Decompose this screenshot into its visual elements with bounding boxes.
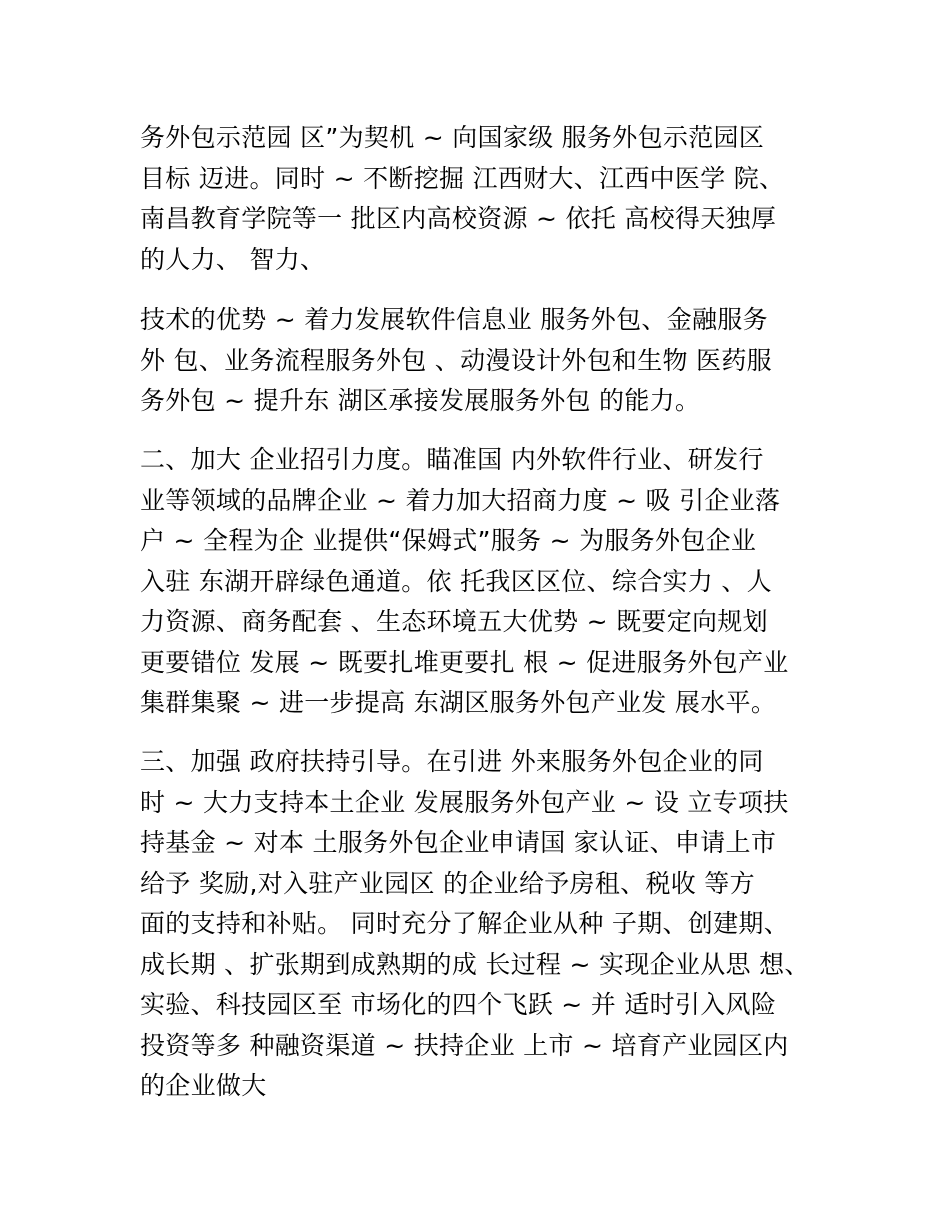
text-line: 技术的优势 ~ 着力发展软件信息业 服务外包、金融服务: [140, 305, 768, 334]
text-line: 目标 迈进。同时 ~ 不断挖掘 江西财大、江西中医学 院、: [140, 163, 785, 193]
text-line: 面的支持和补贴。 同时充分了解企业从种 子期、创建期、: [140, 909, 789, 938]
text-line: 给予 奖励,对入驻产业园区 的企业给予房租、税收 等方: [140, 868, 755, 898]
text-line: 实验、科技园区至 市场化的四个飞跃 ~ 并 适时引入风险: [140, 990, 777, 1019]
text-line: 更要错位 发展 ~ 既要扎堆更要扎 根 ~ 促进服务外包产业: [140, 647, 789, 677]
text-line: 成长期 、扩张期到成熟期的成 长过程 ~ 实现企业从思 想、: [140, 949, 810, 979]
text-line: 时 ~ 大力支持本土企业 发展服务外包产业 ~ 设 立专项扶: [140, 787, 789, 817]
text-line: 外 包、业务流程服务外包 、动漫设计外包和生物 医药服: [140, 345, 772, 375]
paragraph-service-outsourcing-demo-zone: [140, 118, 820, 280]
text-line: 南昌教育学院等一 批区内高校资源 ~ 依托 高校得天独厚: [140, 204, 777, 233]
text-line: 三、加强 政府扶持引导。在引进 外来服务外包企业的同: [140, 747, 764, 776]
text-line: 入驻 东湖开辟绿色通道。依 托我区区位、综合实力 、人: [140, 566, 772, 596]
text-line: 投资等多 种融资渠道 ~ 扶持企业 上市 ~ 培育产业园区内: [140, 1030, 789, 1060]
paragraph-technology-advantage: [140, 300, 820, 422]
text-line: 集群集聚 ~ 进一步提高 东湖区服务外包产业发 展水平。: [140, 688, 777, 717]
text-line: 务外包示范园 区”为契机 ~ 向国家级 服务外包示范园区: [140, 123, 765, 152]
text-line: 业等领域的品牌企业 ~ 着力加大招商力度 ~ 吸 引企业落: [140, 485, 781, 515]
text-line: 户 ~ 全程为企 业提供“保姆式”服务 ~ 为服务外包企业: [140, 526, 757, 555]
text-line: 的企业做大: [140, 1071, 267, 1100]
paragraph-section-two-investment: [140, 440, 820, 724]
text-line: 务外包 ~ 提升东 湖区承接发展服务外包 的能力。: [140, 386, 701, 415]
text-line: 力资源、商务配套 、生态环境五大优势 ~ 既要定向规划: [140, 607, 768, 636]
paragraph-section-three-government-support: [140, 742, 820, 1107]
text-line: 持基金 ~ 对本 土服务外包企业申请国 家认证、申请上市: [140, 828, 777, 857]
text-line: 二、加大 企业招引力度。瞄准国 内外软件行业、研发行: [140, 445, 764, 474]
text-line: 的人力、 智力、: [140, 244, 326, 274]
